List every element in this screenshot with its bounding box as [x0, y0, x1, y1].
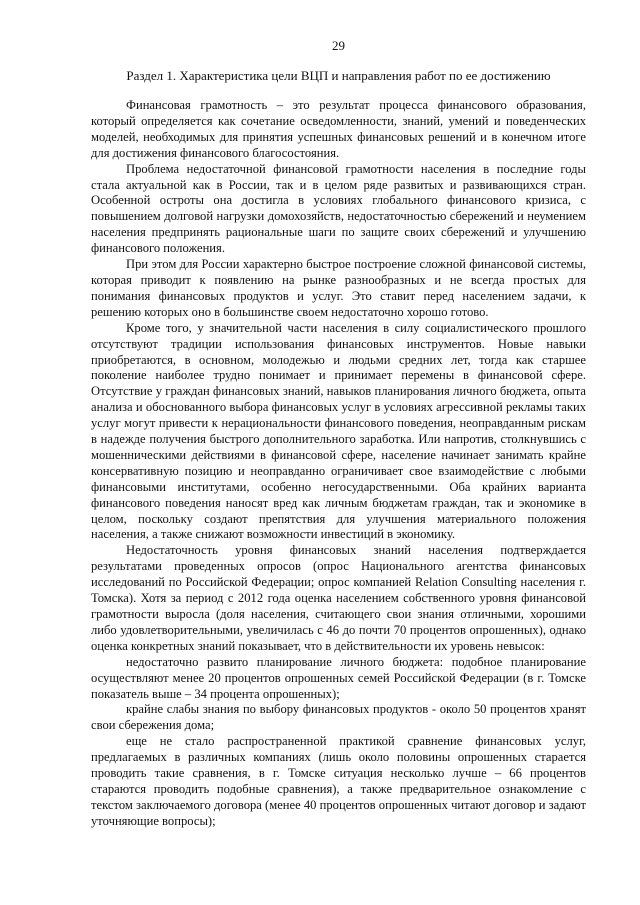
paragraph-service-comparison: еще не стало распространенной практикой сравнение финансовых услуг, предлагаемых в различных компаниях (лишь около половины опрошенных старается проводить такие сравнения, в г. Томске ситуация несколько лучше – 66 процентов стараются проводить подобные сравнения), а также предварительное ознакомление с текстом заключаемого договора (менее 40 процентов опрошенных читают договор и задают уточняющие вопросы);	[91, 734, 586, 828]
body-text	[91, 98, 586, 830]
page-number: 29	[332, 38, 345, 53]
paragraph-financial-products: крайне слабы знания по выбору финансовых продуктов - около 50 процентов хранят свои сбережения дома;	[91, 702, 586, 733]
paragraph-problem-relevance: Проблема недостаточной финансовой грамотности населения в последние годы стала актуальной как в России, так и в целом ряде развитых и развивающихся стран. Особенной остроты она достигла в условиях глобального финансового кризиса, с повышением долговой нагрузки домохозяйств, недостаточностью сбережений и неумением населения предпринять рациональные шаги по защите своих сбережений и улучшению финансового положения.	[91, 161, 586, 256]
paragraph-socialist-past: Кроме того, у значительной части населения в силу социалистического прошлого отсутствуют традиции использования финансовых инструментов. Новые навыки приобретаются, в основном, молодежью и людьми средних лет, тогда как старшее поколение наиболее трудно понимает и принимает перемены в финансовой сфере. Отсутствие у граждан финансовых знаний, навыков планирования личного бюджета, опыта анализа и обоснованного выбора финансовых услуг в условиях агрессивной рекламы таких услуг могут привести к нерациональности финансового поведения, неоправданным рискам в надежде получения быстрого дополнительного заработка. Или напротив, столкнувшись с мошенническими действиями в финансовой сфере, население начинает занимать крайне консервативную позицию и неоправданно ограничивает свое взаимодействие с любыми финансовыми институтами, особенно негосударственными. Оба крайних варианта финансового поведения наносят вред как личным бюджетам граждан, так и экономике в целом, поскольку создают препятствия для улучшения материального положения населения, а также снижают возможности инвестиций в экономику.	[91, 320, 586, 542]
section-title: Раздел 1. Характеристика цели ВЦП и направления работ по ее достижению	[126, 68, 551, 83]
paragraph-budget-planning: недостаточно развито планирование личного бюджета: подобное планирование осуществляют менее 20 процентов опрошенных семей Российской Федерации (в г. Томске показатель выше – 34 процента опрошенных);	[91, 654, 586, 701]
paragraph-russia-financial-system: При этом для России характерно быстрое построение сложной финансовой системы, которая приводит к появлению на рынке разнообразных и не всегда простых для понимания финансовых продуктов и услуг. Это ставит перед населением задачи, к решению которых оно в большинстве своем недостаточно хорошо готово.	[91, 257, 586, 319]
paragraph-survey-results: Недостаточность уровня финансовых знаний населения подтверждается результатами проведенных опросов (опрос Национального агентства финансовых исследований по Российской Федерации; опрос компанией Relation Consulting населения г. Томска). Хотя за период с 2012 года оценка населением собственного уровня финансовой грамотности выросла (доля населения, считающего свои знания отличными, хорошими либо удовлетворительными, увеличилась с 46 до почти 70 процентов опрошенных), однако оценка конкретных знаний показывает, что в действительности их уровень невысок:	[91, 543, 586, 653]
paragraph-financial-literacy-definition: Финансовая грамотность – это результат процесса финансового образования, который определяется как сочетание осведомленности, знаний, умений и поведенческих моделей, необходимых для принятия успешных финансовых решений и в конечном итоге для достижения финансового благосостояния.	[91, 98, 586, 160]
